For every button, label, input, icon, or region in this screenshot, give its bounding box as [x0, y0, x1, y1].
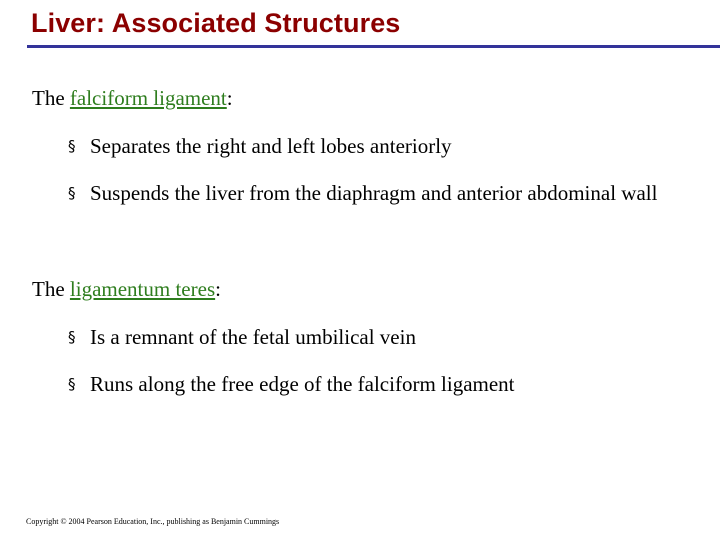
bullet-item	[68, 325, 708, 350]
bullet-text: Suspends the liver from the diaphragm and anterior abdominal wall	[90, 181, 658, 205]
bullet-text: Separates the right and left lobes anteriorly	[90, 134, 452, 158]
section-prefix: The	[32, 86, 70, 110]
bullet-marker-icon: §	[68, 137, 76, 155]
section-prefix: The	[32, 277, 70, 301]
term-ligamentum-teres: ligamentum teres	[69, 277, 216, 301]
section-suffix: :	[215, 277, 221, 301]
bullet-item	[68, 134, 708, 159]
title-underline-rule	[27, 45, 720, 48]
bullet-text: Runs along the free edge of the falciform ligament	[90, 372, 515, 396]
bullet-text: Is a remnant of the fetal umbilical vein	[90, 325, 416, 349]
bullet-item	[68, 181, 708, 206]
section-suffix: :	[226, 86, 233, 110]
copyright-notice: Copyright © 2004 Pearson Education, Inc., publishing as Benjamin Cummings	[26, 517, 280, 526]
term-falciform-ligament: falciform ligament	[69, 86, 227, 110]
bullet-item	[68, 372, 708, 397]
bullet-marker-icon: §	[68, 375, 76, 393]
section-heading-falciform	[32, 86, 233, 111]
slide-title: Liver: Associated Structures	[31, 8, 401, 38]
bullet-marker-icon: §	[68, 184, 76, 202]
bullet-marker-icon: §	[68, 328, 76, 346]
section-heading-ligamentum-teres	[32, 277, 221, 302]
